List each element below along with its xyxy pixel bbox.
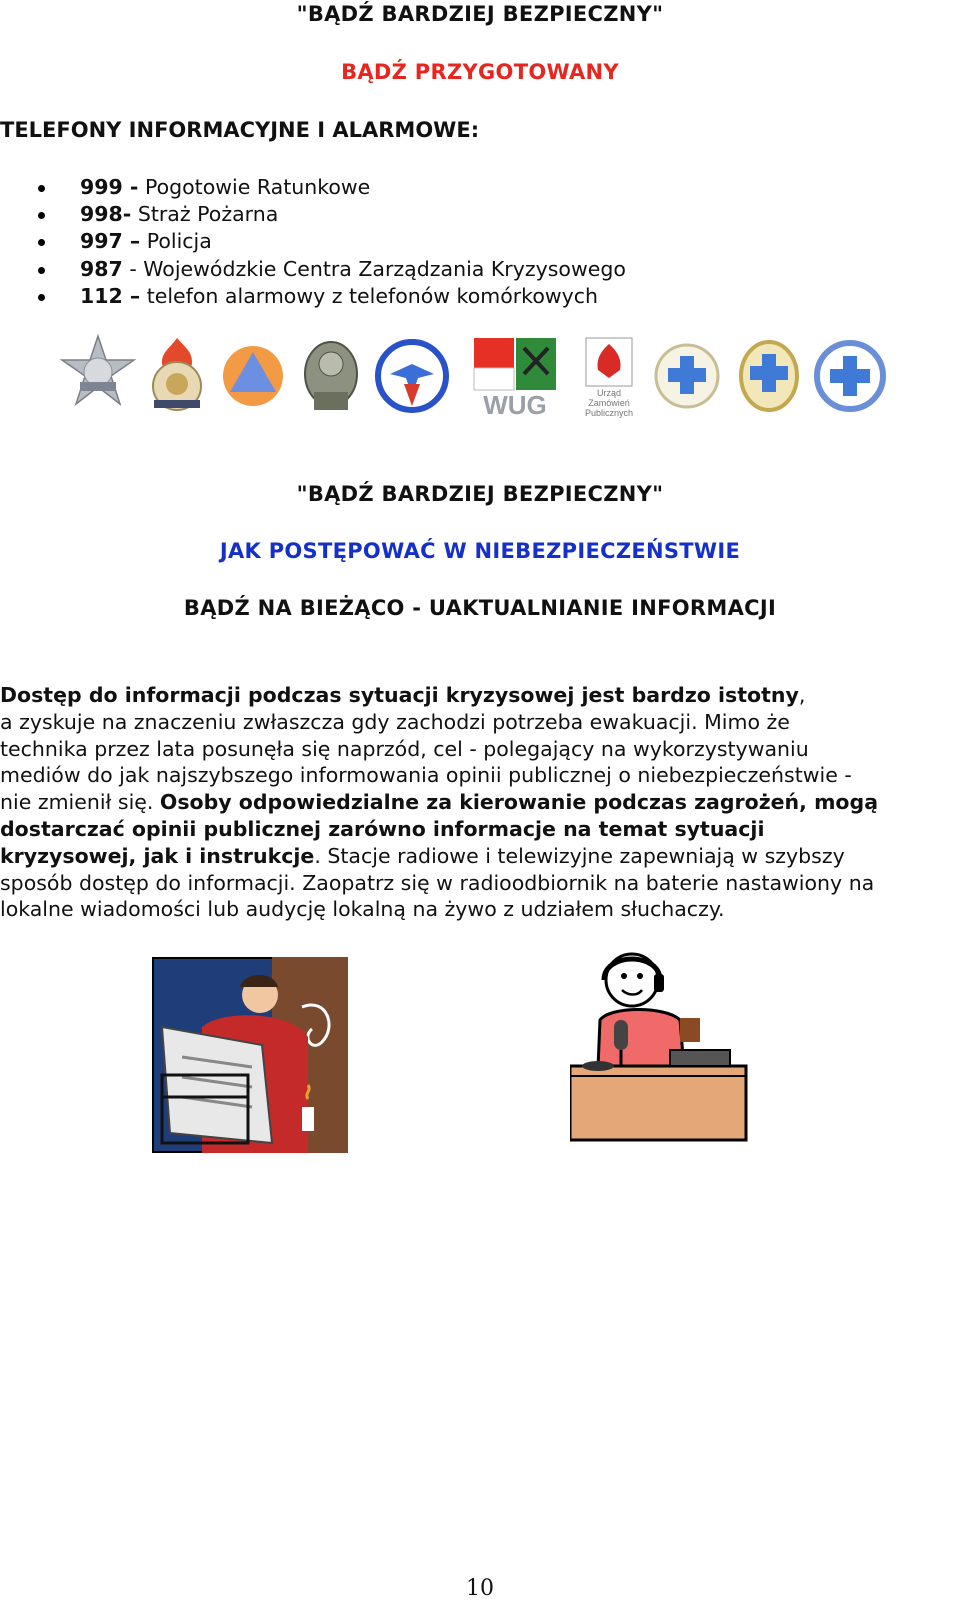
phone-list	[38, 174, 838, 310]
civil-defence-logo	[220, 334, 286, 420]
bullet-icon	[38, 294, 45, 301]
text-line: technika przez lata posunęła się naprzód, cel - polegający na wykorzystywaniu	[0, 736, 809, 761]
page-subtitle: BĄDŹ PRZYGOTOWANY	[341, 60, 619, 84]
list-item	[38, 228, 838, 255]
uzp-text-3: Publicznych	[584, 408, 634, 418]
phone-label: telefon alarmowy z telefonów komórkowych	[140, 283, 599, 308]
text-line: a zyskuje na znaczeniu zwłaszcza gdy zachodzi potrzeba ewakuacji. Mimo że	[0, 709, 790, 734]
rescue-cross-logo	[652, 334, 722, 420]
eagle-emblem-logo	[374, 334, 450, 420]
list-item	[38, 283, 838, 310]
list-item	[38, 201, 838, 228]
text-span: ,	[798, 683, 806, 707]
text-span: . Stacje radiowe i telewizyjne zapewniają w szybszy	[314, 843, 845, 868]
phones-title: TELEFONY INFORMACYJNE I ALARMOWE:	[0, 118, 480, 142]
section-subtitle: JAK POSTĘPOWAĆ W NIEBEZPIECZEŃSTWIE	[219, 539, 741, 563]
text-bold: Osoby odpowiedzialne za kierowanie podczas zagrożeń, mogą	[159, 790, 879, 815]
wug-logo	[472, 334, 558, 420]
list-item	[38, 174, 838, 201]
phone-number: 987	[80, 256, 123, 281]
newspaper-reader-illustration	[152, 957, 348, 1153]
phone-label: Pogotowie Ratunkowe	[138, 175, 371, 199]
water-rescue-logo	[812, 334, 888, 420]
phone-label: - Wojewódzkie Centra Zarządzania Kryzysowego	[122, 256, 626, 281]
section-heading: BĄDŹ NA BIEŻĄCO - UAKTUALNIANIE INFORMACJI	[183, 596, 777, 620]
section-slogan: "BĄDŹ BARDZIEJ BEZPIECZNY"	[296, 482, 664, 506]
wug-logo-text: WUG	[483, 390, 547, 420]
logo-strip	[58, 334, 888, 424]
uzp-text-2: Zamówień	[588, 398, 630, 408]
phone-number: 999 -	[80, 175, 139, 199]
text-bold: kryzysowej, jak i instrukcje	[0, 843, 315, 868]
list-item	[38, 256, 838, 283]
public-procurement-logo	[578, 334, 642, 420]
bullet-icon	[38, 212, 45, 219]
text-line: sposób dostęp do informacji. Zaopatrz się w radioodbiornik na baterie nastawiony na	[0, 870, 875, 895]
radio-announcer-illustration	[570, 950, 760, 1150]
bullet-icon	[38, 185, 45, 192]
uzp-text-1: Urząd	[596, 388, 622, 398]
body-paragraph	[0, 682, 960, 923]
bullet-icon	[38, 267, 45, 274]
text-line: mediów do jak najszybszego informowania opinii publicznej o niebezpieczeństwie -	[0, 763, 852, 788]
bullet-icon	[38, 239, 45, 246]
page-number: 10	[466, 1576, 494, 1601]
text-span: nie zmienił się.	[0, 790, 160, 815]
phone-label: Policja	[140, 229, 212, 254]
text-bold: dostarczać opinii publicznej zarówno informacje na temat sytuacji	[0, 816, 765, 841]
police-star-logo	[58, 334, 138, 420]
phone-number: 997 –	[80, 229, 141, 254]
page-slogan: "BĄDŹ BARDZIEJ BEZPIECZNY"	[296, 2, 664, 26]
phone-label: Straż Pożarna	[131, 202, 279, 227]
phone-number: 998-	[80, 202, 132, 227]
fire-brigade-logo	[142, 334, 212, 420]
text-line: lokalne wiadomości lub audycję lokalną na żywo z udziałem słuchaczy.	[0, 897, 725, 922]
mountain-rescue-logo	[734, 334, 804, 420]
text-bold: Dostęp do informacji podczas sytuacji kryzysowej jest bardzo istotny	[0, 683, 799, 707]
phone-number: 112 –	[80, 283, 141, 308]
military-badge-logo	[296, 334, 366, 420]
